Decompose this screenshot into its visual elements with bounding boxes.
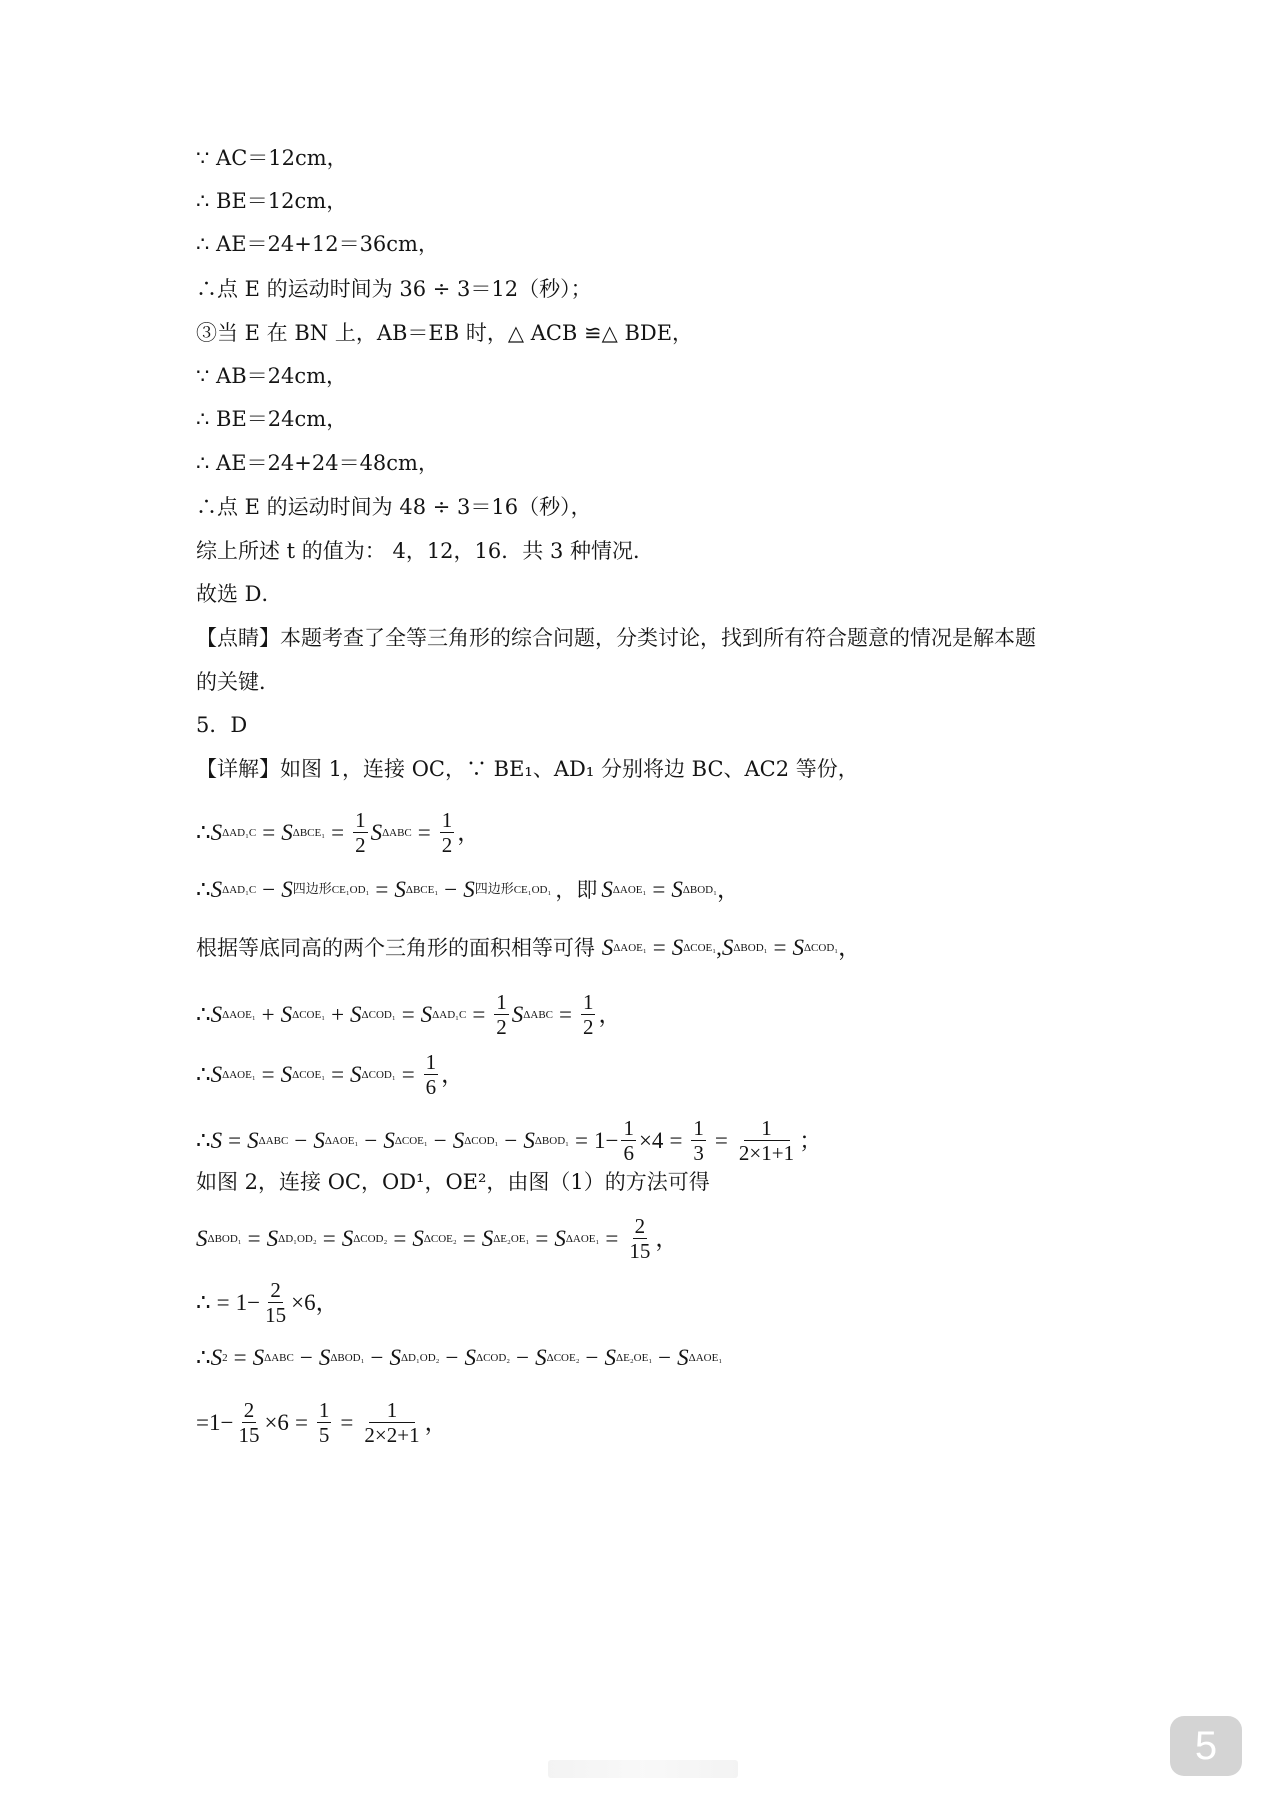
formula-10: =1− $\frac{2}{15}$ ×6 = $\frac{1}{5}$ = $\frac{1}{2\times 2+1}$ ， (196, 1398, 448, 1447)
question-number: 5．D (196, 713, 248, 737)
text-line: 综上所述 t 的值为： 4，12，16．共 3 种情况． (196, 539, 654, 563)
comment-line: 【点睛】本题考查了全等三角形的综合问题，分类讨论，找到所有符合题意的情况是解本题 (196, 626, 1036, 650)
text-line: ∴点 E 的运动时间为 48 ÷ 3＝16（秒）， (196, 495, 592, 519)
text-line: ③当 E 在 BN 上，AB＝EB 时，△ ACB ≌△ BDE， (196, 321, 694, 345)
text-line: ∵ AC＝12cm， (196, 146, 348, 170)
formula-4: ∴ S ΔAOE₁ + S ΔCOE₁ + S ΔCOD₁ = S ΔAD₁C = $\frac{1}{2}$ S ΔABC = $\frac{1}{2}$ ， (196, 990, 622, 1039)
page-number-badge: 5 (1170, 1716, 1242, 1776)
text-line: ∴ AE＝24+12＝36cm， (196, 232, 439, 256)
fig2-intro: 如图 2，连接 OC，OD¹，OE²，由图（1）的方法可得 (196, 1170, 710, 1194)
formula-5: ∴ S ΔAOE₁ = S ΔCOE₁ = S ΔCOD₁ = $\frac{1}{6}$ ， (196, 1050, 465, 1099)
text-line: ∴ BE＝12cm， (196, 189, 348, 213)
watermark (548, 1760, 738, 1778)
detail-intro: 【详解】如图 1，连接 OC，∵ BE₁、AD₁ 分别将边 BC、AC2 等份， (196, 757, 859, 781)
formula-3: 根据等底同高的两个三角形的面积相等可得 S ΔAOE₁ = S ΔCOE₁ , S ΔBOD₁ = S ΔCOD₁ ， (196, 935, 862, 960)
formula-8: ∴ = 1− $\frac{2}{15}$ ×6， (196, 1278, 339, 1327)
formula-6: ∴ S = S ΔABC − S ΔAOE₁ − S ΔCOE₁ − S ΔCOD₁ − S ΔBOD₁ = 1− $\frac{1}{6}$ ×4 = $\frac{1}{3}$ = $\frac{1}{2\times 1+1}$ ； (196, 1116, 823, 1165)
text-line: ∴ BE＝24cm， (196, 407, 348, 431)
text-line: ∴点 E 的运动时间为 36 ÷ 3＝12（秒）； (196, 277, 592, 301)
text-line: ∴ AE＝24+24＝48cm， (196, 451, 439, 475)
formula-1: ∴ S ΔAD₁C = S ΔBCE₁ = $\frac{1}{2}$ S ΔABC = $\frac{1}{2}$ ， (196, 808, 481, 857)
formula-2: ∴ S ΔAD₁C − S 四边形CE₁OD₁ = S ΔBCE₁ − S 四边形CE₁OD₁ ，即 S ΔAOE₁ = S ΔBOD₁ ， (196, 877, 740, 902)
formula-9: ∴ S 2 = S ΔABC − S ΔBOD₁ − S ΔD₁OD₂ − S ΔCOD₂ − S ΔCOE₂ − S ΔE₂OE₁ − S ΔAOE₁ (196, 1345, 723, 1370)
text-line: 故选 D． (196, 582, 283, 606)
text-line: ∵ AB＝24cm， (196, 364, 348, 388)
comment-line: 的关键． (196, 670, 280, 694)
formula-7: S ΔBOD₁ = S ΔD₁OD₂ = S ΔCOD₂ = S ΔCOE₂ = S ΔE₂OE₁ = S ΔAOE₁ = $\frac{2}{15}$ ， (196, 1214, 679, 1263)
